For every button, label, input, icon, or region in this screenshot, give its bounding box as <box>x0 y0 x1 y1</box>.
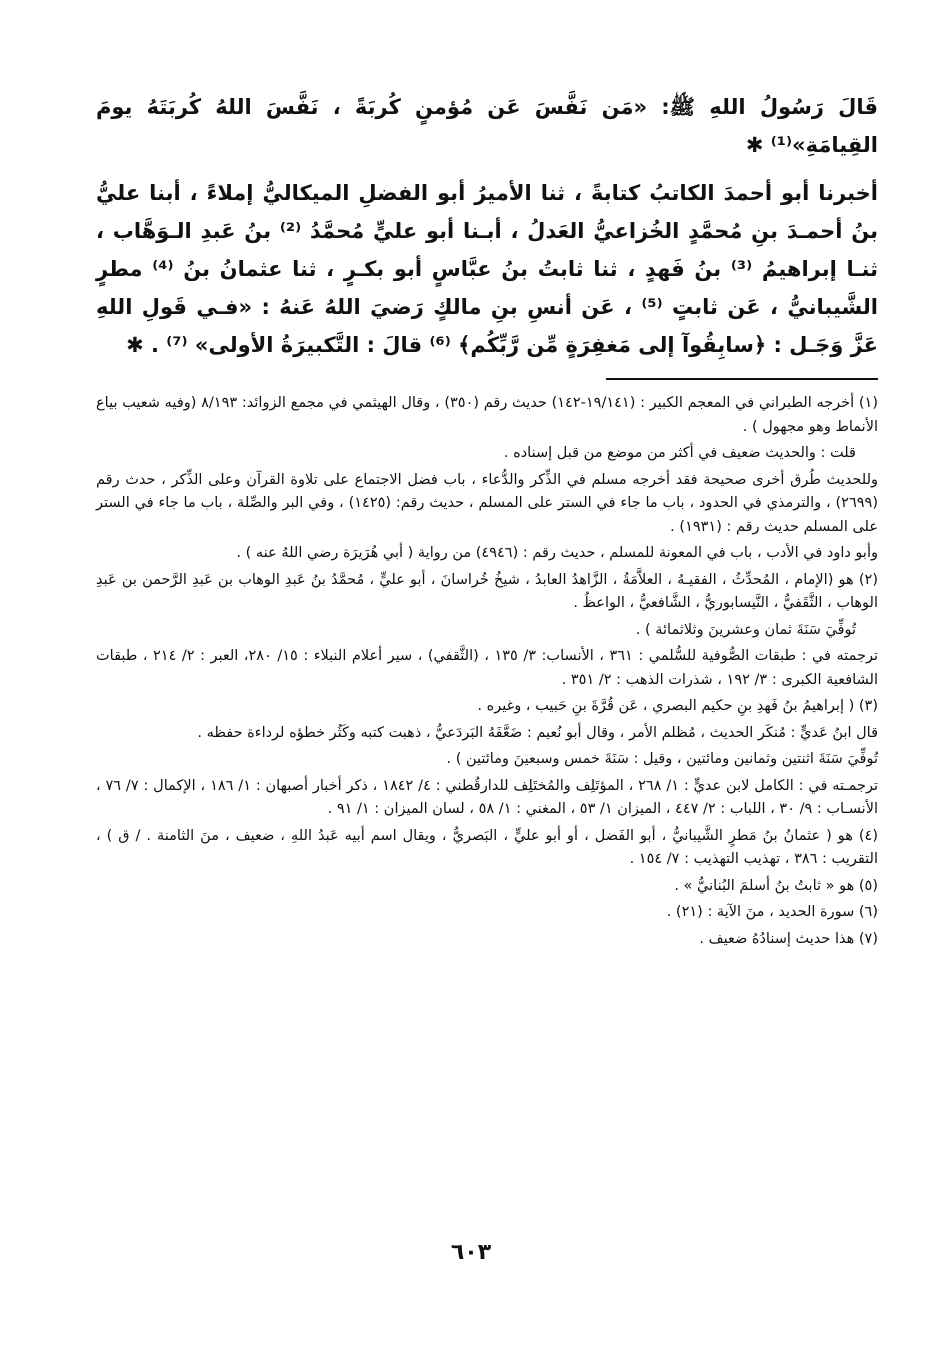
footnote-paragraph: وأبو داود في الأدب ، باب في المعونة للمسلم ، حديث رقم : (٤٩٤٦) من رواية ( أبي هُرَيرَة رضي اللهُ عنه ) . <box>236 545 878 561</box>
footnote-paragraph: وللحديث طُرق أخرى صحيحة فقد أخرجه مسلم في الذِّكر والدُّعاء ، باب فضل الاجتماع على تلاوة القرآن وعلى الذِّكر ، حدث رقم (٢٦٩٩) ، والترمذي في الحدود ، باب ما جاء في الستر على المسلم ، حديث رقم: (١٤٢٥) ، وفي البر والصِّلة ، باب ما جاء في الستر على المسلم حديث رقم : (١٩٣١) . <box>96 471 878 535</box>
footnote-paragraph: قلت : والحديث ضعيف في أكثر من موضع من قبل إسناده . <box>503 445 856 461</box>
footnotes <box>96 392 878 951</box>
footnote-separator <box>606 378 878 380</box>
footnote-paragraph: ترجمـته في : الكامل لابن عديٍّ : ١/ ٢٦٨ ، المؤتَلِف والمُختَلِف للدارقُطني : ٤/ ١٨٤٢ ، ذكر أخبار أصبهان : ١/ ١٨٦ ، الإكمال : ٧/ ٧٦ ، الأنسـاب : ٩/ ٣٠ ، اللباب : ٢/ ٤٤٧ ، الميزان ١/ ٥٣ ، المغني : ١/ ٥٨ ، لسان الميزان : ١/ ٩١ . <box>96 777 879 817</box>
footnote-paragraph: تُوفِّيَ سَنَةَ ثمان وعشرينَ وثلاثمائة ) . <box>635 621 856 638</box>
footnote-paragraph: (٢) هو (الإمام ، المُحدِّثُ ، الفقيـهُ ، العلاَّمَةُ ، الزَّاهدُ العابدُ ، شيخُ خُراسانَ ، أبو عليٍّ ، مُحمَّدُ بنُ عَبدِ الوهاب بن عَبدِ الرَّحمن بن عَبدِ الوهاب ، الثَّقَفيُّ ، النَّيسابوريُّ ، الشَّافعيُّ ، الواعظُ . <box>96 571 878 611</box>
footnote-paragraph: (١) أخرجه الطبراني في المعجم الكبير : (١٩/١٤١-١٤٢) حديث رقم (٣٥٠) ، وقال الهيثمي في مجمع الزوائد: ٨/١٩٣ (وفيه شعيب بياع الأنماط وهو مجهول ) . <box>96 395 879 435</box>
footnote-paragraph: ترجمته في : طبقات الصُّوفية للسُّلمي : ٣٦١ ، الأنساب: ٣/ ١٣٥ ، (الثَّقفي) ، سير أعلام النبلاء : ١٥/ ٢٨٠، العبر : ٢/ ٢١٤ ، طبقات الشافعية الكبرى : ٣/ ١٩٢ ، شذرات الذهب : ٢/ ٣٥١ . <box>96 648 879 688</box>
footnote-paragraph: (٤) هو ( عثمانُ بنُ مَطرٍ الشَّيبانيُّ ، أبو الفَضل ، أو أبو عليٍّ ، البَصريُّ ، ويقال اسم أبيه عَبدُ اللهِ ، ضعيف ، منَ الثامنة . / ق ) ، التقريب : ٣٨٦ ، تهذيب التهذيب : ٧/ ١٥٤ . <box>96 827 878 867</box>
footnote-paragraph: قال ابنُ عَديٍّ : مُنكَر الحديث ، مُظلم الأمر ، وقال أبو نُعيم : ضَعَّفَهُ البَردَعيُّ ، ذهبت كتبه وكَثُر خطؤه لرداءة حفظه . <box>197 724 878 741</box>
footnote-paragraph: تُوفِّيَ سَنَةَ اثنتين وثمانين ومائتين ، وقيل : سَنَةَ خمس وسبعينَ ومائتين ) . <box>446 751 878 767</box>
hadith-line: قَالَ رَسُولُ اللهِ ﷺ: «مَن نَفَّسَ عَن مُؤمنٍ كُربَةً ، نَفَّسَ اللهُ كُربَتَهُ يومَ القِيامَةِ»⁽¹⁾ ✱ <box>96 95 878 157</box>
footnote-paragraph: (٧) هذا حديث إسنادُهُ ضعيف . <box>699 930 878 947</box>
footnote-paragraph: (٥) هو « ثابتُ بنُ أسلمَ البُنانيُّ » . <box>674 877 878 894</box>
book-page <box>96 88 878 954</box>
footnote-paragraph: (٣) ( إبراهيمُ بنُ فَهدِ بنِ حكيم البصري ، عَن قُرَّةَ بنِ حَبيب ، وغيره . <box>477 698 878 714</box>
page-number: ٦٠٣ <box>450 1240 492 1265</box>
main-text <box>96 88 878 364</box>
isnad-paragraph: أخبرنا أبو أحمدَ الكاتبُ كتابةً ، ثنا الأميرُ أبو الفضلِ الميكاليُّ إملاءً ، أبنا عليُّ بنُ أحمـدَ بنِ مُحمَّدٍ الخُزاعيُّ العَدلُ ، أبـنا أبو عليٍّ مُحمَّدُ ⁽²⁾ بنُ عَبدِ الـوَهَّاب ، ثنـا إبراهيمُ ⁽³⁾ بنُ فَهدٍ ، ثنا ثابتُ بنُ عبَّاسٍ أبو بكـرٍ ، ثنا عثمانُ بنُ ⁽⁴⁾ مطرٍ الشَّيبانيُّ ، عَن ثابتٍ ⁽⁵⁾ ، عَن أنسِ بنِ مالكٍ رَضيَ اللهُ عَنهُ : «فـي قَولِ اللهِ عَزَّ وَجَـل : ﴿سابِقُوآ إلى مَغفِرَةٍ مِّن رَّبِّكُم﴾ ⁽⁶⁾ قالَ : التَّكبيرَةُ الأولى» ⁽⁷⁾ . ✱ <box>96 181 879 357</box>
footnote-paragraph: (٦) سورة الحديد ، منَ الآية : (٢١) . <box>666 904 878 920</box>
